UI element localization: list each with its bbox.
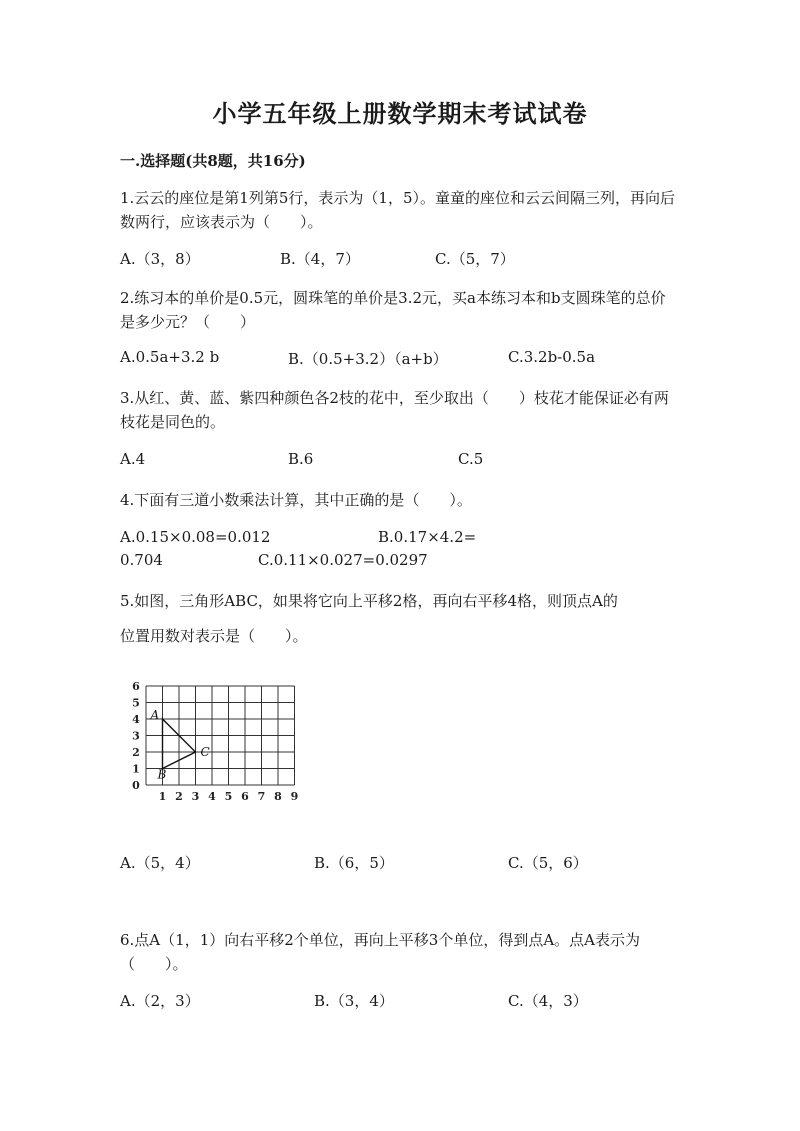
- x-tick-label: 2: [175, 790, 183, 803]
- question-4-options-row1: [120, 528, 720, 550]
- y-tick-label: 3: [132, 729, 140, 743]
- option-a[interactable]: A.0.15×0.08=0.012: [120, 528, 271, 546]
- y-tick-label: 4: [132, 713, 140, 726]
- option-b[interactable]: B.0.17×4.2=: [378, 528, 477, 546]
- x-tick-label: 3: [191, 790, 200, 803]
- question-4-stem: 4.下面有三道小数乘法计算，其中正确的是（ ）。: [120, 491, 472, 509]
- section-heading: 一.选择题(共8题，共16分): [120, 152, 306, 170]
- option-a[interactable]: A.（5，4）: [120, 854, 200, 872]
- y-tick-label: 0: [132, 779, 140, 792]
- x-tick-label: 9: [290, 790, 299, 803]
- x-tick-label: 7: [257, 790, 266, 803]
- question-3-stem: 3.从红、黄、蓝、紫四种颜色各2枝的花中，至少取出（ ）枝花才能保证必有两枝花是同色的。: [120, 389, 669, 431]
- question-6-options: [120, 990, 720, 1012]
- y-tick-label: 5: [132, 696, 140, 710]
- vertex-label-b: B: [157, 767, 167, 782]
- x-tick-label: 6: [241, 790, 249, 803]
- question-2-stem: 2.练习本的单价是0.5元，圆珠笔的单价是3.2元，买a本练习本和b支圆珠笔的总价是多少元？（ ）: [120, 289, 666, 331]
- option-a[interactable]: A.（3，8）: [120, 250, 200, 268]
- y-tick-label: 6: [132, 680, 140, 693]
- question-3-options: [120, 450, 720, 472]
- x-tick-label: 8: [274, 790, 282, 803]
- question-5-options: [120, 852, 720, 874]
- coordinate-grid-figure: [126, 680, 306, 810]
- question-2-options: [120, 348, 720, 370]
- option-b[interactable]: B.（0.5+3.2）（a+b）: [288, 350, 448, 368]
- option-c[interactable]: C.3.2b-0.5a: [508, 348, 596, 366]
- question-5-stem: 5.如图，三角形ABC，如果将它向上平移2格，再向右平移4格，则顶点A的: [120, 592, 618, 610]
- option-b-continued: 0.704: [120, 551, 163, 569]
- option-c[interactable]: C.（4，3）: [508, 992, 588, 1010]
- x-tick-label: 1: [158, 790, 167, 803]
- option-c[interactable]: C.（5，6）: [508, 854, 588, 872]
- option-b[interactable]: B.6: [288, 450, 314, 468]
- y-tick-label: 1: [132, 762, 140, 776]
- x-tick-label: 4: [208, 790, 216, 803]
- option-c[interactable]: C.（5，7）: [435, 250, 515, 268]
- option-b[interactable]: B.（6，5）: [314, 854, 394, 872]
- vertex-label-c: C: [200, 745, 210, 759]
- vertex-label-a: A: [150, 708, 160, 722]
- y-tick-label: 2: [132, 746, 140, 759]
- option-c[interactable]: C.0.11×0.027=0.0297: [258, 551, 428, 569]
- option-a[interactable]: A.（2，3）: [120, 992, 200, 1010]
- question-1-stem: 1.云云的座位是第1列第5行，表示为（1，5）。童童的座位和云云间隔三列，再向后数两行，应该表示为（ ）。: [120, 189, 675, 231]
- x-tick-label: 5: [224, 790, 233, 803]
- option-b[interactable]: B.（3，4）: [314, 992, 394, 1010]
- option-b[interactable]: B.（4，7）: [280, 250, 360, 268]
- question-4-options-row2: [120, 551, 720, 573]
- question-5-stem-line2: 位置用数对表示是（ ）。: [120, 627, 308, 645]
- question-1-options: [120, 248, 720, 270]
- grid-svg: [126, 680, 306, 810]
- option-c[interactable]: C.5: [458, 450, 484, 468]
- page-title: 小学五年级上册数学期末考试试卷: [212, 99, 588, 128]
- option-a[interactable]: A.0.5a+3.2 b: [120, 348, 220, 366]
- option-a[interactable]: A.4: [120, 450, 146, 468]
- question-6-stem: 6.点A（1，1）向右平移2个单位，再向上平移3个单位，得到点A。点A表示为（ ）。: [120, 931, 640, 973]
